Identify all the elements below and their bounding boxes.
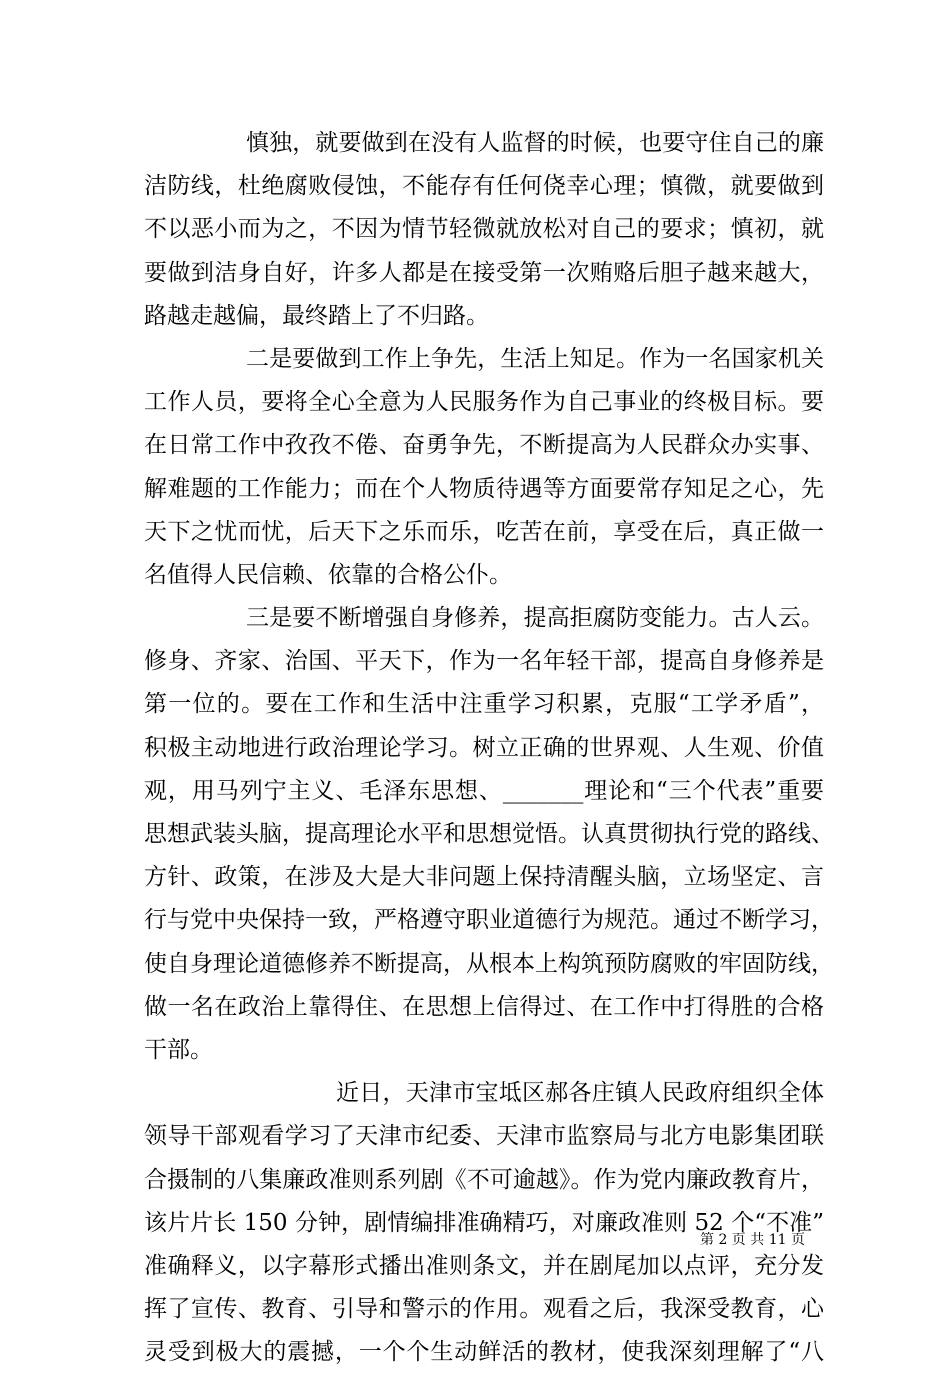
paragraph-4-line-7: 灵受到极大的震撼，一个个生动鲜活的教材，使我深刻理解了“八 — [144, 1339, 824, 1366]
paragraph-2-line-3: 在日常工作中孜孜不倦、奋勇争先，不断提高为人民群众办实事、 — [144, 432, 824, 459]
paragraph-4-line-5: 准确释义，以字幕形式播出准则条文，并在剧尾加以点评，充分发 — [144, 1252, 824, 1279]
paragraph-2-line-4: 解难题的工作能力；而在个人物质待遇等方面要常存知足之心，先 — [144, 475, 824, 502]
paragraph-3-line-5: 观，用马列宁主义、毛泽东思想、_______理论和“三个代表”重要 — [144, 777, 824, 804]
paragraph-3-line-10: 做一名在政治上靠得住、在思想上信得过、在工作中打得胜的合格 — [144, 993, 824, 1020]
document-body — [144, 122, 834, 1374]
paragraph-1-line-4: 要做到洁身自好，许多人都是在接受第一次贿赂后胆子越来越大， — [144, 259, 824, 286]
paragraph-4-line-3: 合摄制的八集廉政准则系列剧《不可逾越》。作为党内廉政教育片， — [144, 1166, 824, 1193]
paragraph-1-line-2: 洁防线，杜绝腐败侵蚀，不能存有任何侥幸心理；慎微，就要做到 — [144, 173, 824, 200]
page-number-footer: 第 2 页 共 11 页 — [700, 1232, 805, 1248]
paragraph-2-line-6: 名值得人民信赖、依靠的合格公仆。 — [144, 561, 512, 588]
paragraph-4-line-6: 挥了宣传、教育、引导和警示的作用。观看之后，我深受教育，心 — [144, 1296, 824, 1323]
paragraph-2-line-5: 天下之忧而忧，后天下之乐而乐，吃苦在前，享受在后，真正做一 — [144, 518, 824, 545]
paragraph-4-line-2: 领导干部观看学习了天津市纪委、天津市监察局与北方电影集团联 — [144, 1123, 824, 1150]
paragraph-3-line-3: 第一位的。要在工作和生活中注重学习积累，克服“工学矛盾”， — [144, 691, 824, 718]
paragraph-2-line-1: 二是要做到工作上争先，生活上知足。作为一名国家机关 — [246, 345, 824, 372]
paragraph-3-line-7: 方针、政策，在涉及大是大非问题上保持清醒头脑，立场坚定、言 — [144, 864, 824, 891]
paragraph-1-line-3: 不以恶小而为之，不因为情节轻微就放松对自己的要求；慎初，就 — [144, 216, 824, 243]
paragraph-4-line-4: 该片片长 150 分钟，剧情编排准确精巧，对廉政准则 52 个“不准” — [144, 1209, 824, 1236]
paragraph-3-line-6: 思想武装头脑，提高理论水平和思想觉悟。认真贯彻执行党的路线、 — [144, 821, 834, 847]
paragraph-3-line-11: 干部。 — [144, 1036, 213, 1063]
paragraph-1-line-1: 慎独，就要做到在没有人监督的时候，也要守住自己的廉 — [246, 130, 824, 156]
paragraph-3-line-2: 修身、齐家、治国、平天下，作为一名年轻干部，提高自身修养是 — [144, 648, 824, 675]
paragraph-4-line-1: 近日，天津市宝坻区郝各庄镇人民政府组织全体 — [336, 1080, 824, 1107]
paragraph-1-line-5: 路越走越偏，最终踏上了不归路。 — [144, 302, 489, 329]
paragraph-3-line-9: 使自身理论道德修养不断提高，从根本上构筑预防腐败的牢固防线， — [144, 950, 834, 977]
paragraph-3-line-8: 行与党中央保持一致，严格遵守职业道德行为规范。通过不断学习， — [144, 907, 834, 934]
paragraph-3-line-1: 三是要不断增强自身修养，提高拒腐防变能力。古人云。 — [246, 605, 824, 632]
paragraph-2-line-2: 工作人员，要将全心全意为人民服务作为自己事业的终极目标。要 — [144, 389, 824, 416]
paragraph-3-line-4: 积极主动地进行政治理论学习。树立正确的世界观、人生观、价值 — [144, 734, 824, 761]
